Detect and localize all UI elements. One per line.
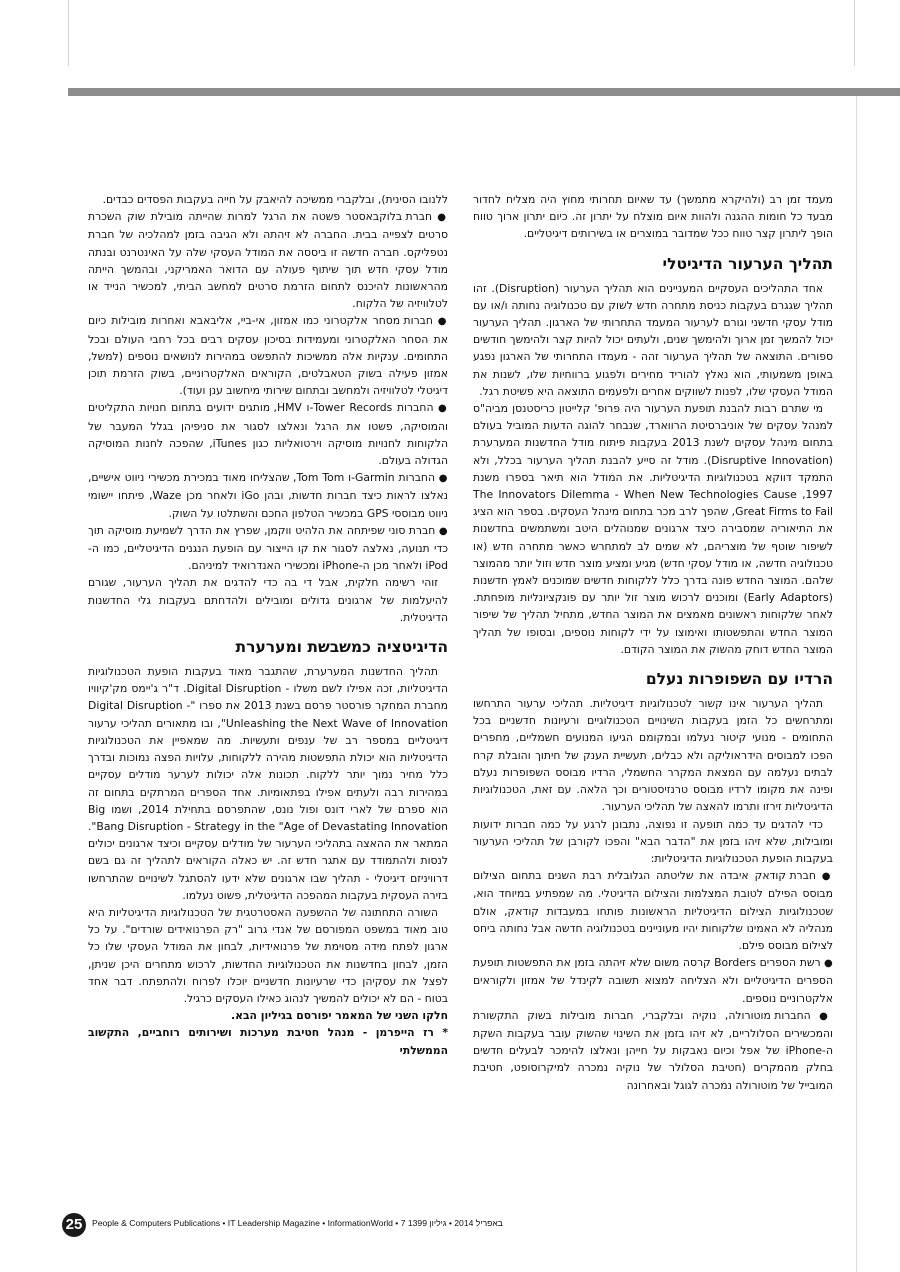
intro-paragraph: מעמד זמן רב (ולהיקרא מתמשך) עד שאיום תחרותי מחוץ היה מצליח לחדור מבעד כל חומות ההגנה ולהוות איום מוצלח על יתרון זה. כיום יתרון ארוך טווח הופך ליתרון קצר טווח ככל שמדובר במוצרים או בשירותים דיגיטליים. — [473, 193, 833, 241]
bullet-icon: ● — [435, 473, 448, 485]
left-column — [88, 191, 448, 1201]
header-rule — [68, 88, 900, 96]
page-frame-line — [68, 0, 69, 66]
bullet-text: חברות מסחר אלקטרוני כמו אמזון, אי-ביי, אליבאבא ואחרות מובילות כיום את הסחר האלקטרוני ומעמידות בסיכון עסקים רבים בכל רחבי העולם ובכל התחומים. ענקיות אלה ממשיכות להתפשט במהירות לנושאים נוספים (למשל, אמזון פעילה בשוק הטאבלטים, הקוראים האלקטרוניים, בשוק הזרמת תוכן דיגיטלי לטלוויזיה ולמחשב ובתחום שירותי מיחשוב ענן ועוד). — [88, 314, 448, 398]
page-footer — [62, 1213, 782, 1237]
section3-paragraph-1: תהליך החדשנות המערערת, שהתגבר מאוד בעקבות הופעת הטכנולוגיות הדיגיטליות, זכה אפילו לשם משלו - Digital Disruption. ד"ר ג'יימס מק'קיוויו מחברת המחקר פורסטר פרסם בשנת 2013 את ספרו "Digital Disruption - Unleashing the Next Wave of Innovation", ובו מתאורים תהליכי ערעור דיגיטליים במספר רב של ענפים ותעשיות. מה שמאפיין את הטכנולוגיות הדיגיטליות הוא יכולת התפשטות מהירה ללקוחות, עלויות הפצה נמוכות ובדרך כלל מחיר נמוך יותר ללקוח. תכונות אלה יכולות לערער מודלים עסקיים במהירות רבה ולעתים אפילו בפתאומיות. אחד הספרים המרתקים בתחום זה הוא ספרם של לארי דונס ופול נונס, שהתפרסם בתחילת 2014, ושמו Big Bang Disruption - Strategy in the "Age of Devastating Innovation". המתאר את ההאצה בתהליכי הערעור של מודלים עסקיים וכיצד ארגונים יכולים לנסות ולהתמודד עם אתגר חדש זה. יש כאלה הקוראים לתהליך זה גם בשם דרוויניזם דיגיטלי - תהליך שבו ארגונים שלא ידעו להסתגל לשינויים שהתרחשו בזירה העסקית בעקבות המהפכה הדיגיטלית, פשוט נעלמו. — [88, 665, 448, 902]
bullet-item — [473, 867, 833, 954]
bullet-text: חברת סוני שפיתחה את הלהיט ווקמן, שפרץ את הדרך לשמיעת מוסיקה תוך כדי תנועה, נאלצה לסגור את קו הייצור עם הופעת הנגנים הדיגיטליים, כמו ה-iPod ולאחר מכן ה-iPhone ומכשירי האנדרואיד למיניהם. — [88, 523, 448, 573]
section2-paragraph-2: כדי להדגים עד כמה תופעה זו נפוצה, נתבונן לרגע על כמה חברות ידועות ומובילות, שלא זיהו בזמן את "הדבר הבא" והפכו לקורבן של תהליכי הערעור בעקבות הופעת הטכנולוגיות הדיגיטליות: — [473, 817, 833, 865]
bullet-text: חברת בלוקבאסטר פשטה את הרגל למרות שהייתה מובילת שוק השכרת סרטים לצפייה בבית. החברה לא זיהתה ולא הגיבה בזמן למהלכיה של חברת נטפליקס. חברה חדשה זו ביססה את המודל העסקי שלה על האינטרנט ובנתה מודל עסקי חדש תוך שיתוף פעולה עם הדואר האמריקני, ובהמשך הייתה מהראשונות להיכנס לתחום הזרמת סרטים למחשב הביתי, למכשיר הנייד או לטלוויזיה של הלקוח. — [88, 210, 448, 311]
continuation-paragraph: ללנובו הסינית), ובלקברי ממשיכה להיאבק על חייה בעקבות הפסדים כבדים. — [102, 193, 448, 206]
bullet-icon: ● — [432, 212, 448, 224]
section1-paragraph-1: אחד התהליכים העסקיים המעניינים הוא תהליך הערעור (Disruption). זהו תהליך שגגרם בעקבות כניסת מתחרה חדש לשוק עם טכנולוגיה נחותה ו/או עם מודל עסקי חדשני וגורם לערעור המעמד התחרותי של הארגון. תהליך הערעור יכול להמשך זמן ארוך ולהימשך שנים, ולעתים יכול להיות קצר ולהימשך חודשים ספורים. התוצאה של תהליך הערעור זהה - מעמדו התחרותי של הארגון נפגע באופן משמעותי, הוא נאלץ להוריד מחירים ולפגוע ברווחיות שלו, לשנות את המודל העסקי שלו, לפנות לשווקים אחרים ולפעמים התוצאה היא פשיטת רגל. — [473, 281, 833, 398]
closing-paragraph: זוהי רשימה חלקית, אבל די בה כדי להדגים את תהליך הערעור, שגורם להיעלמות של ארגונים גדולים ומובילים ולהדחתם בעקבות גלי החדשנות הדיגיטלית. — [88, 576, 448, 624]
section-heading-digitization-disruptive: הדיגיטציה כמשבשת ומערערת — [235, 638, 448, 657]
bullet-icon: ● — [433, 403, 448, 415]
author-note: * רז הייפרמן - מנהל חטיבת מערכות ושירותים רוחביים, התקשוב הממשלתי — [88, 1026, 448, 1057]
bullet-item — [88, 399, 448, 469]
bullet-item — [88, 522, 448, 575]
right-column — [473, 191, 833, 1191]
bullet-text: החברות Garmin-ו Tom Tom, שהצליחו מאוד במכירת מכשירי ניווט אישיים, נאלצו לראות כיצד חברות חדשות, ובהן iGo ולאחר מכן Waze, פיתחו יישומי ניווט מבוססי GPS במכשיר הטלפון החכם והשתלטו על השוק. — [88, 471, 448, 520]
bullet-item — [473, 954, 833, 1007]
section2-paragraph-1: תהליך הערעור אינו קשור לטכנולוגיות דיגיטליות. תהליכי ערעור התרחשו ומתרחשים כל הזמן בעקבות השינויים הטכנולוגיים ורעיונות חדשניים בכל התחומים - מנועי קיטור נעלמו ובמקומם הגיעו המנועים חשמליים, מחפרים הפכו למבוסים הידראוליקה ולא כבלים, תעשיית הענק של חיתוך והובלת קרח לבתים נעלמה עם המצאת המקרר החשמלי, הרדיו מבוסס השפופרות נעלם ופינה את מקומו לרדיו מבוסס טרנזיסטורים וכך הלאה. עם זאת, הטכנולוגיות הדיגיטליות זירזו ותרמו להאצה של תהליכי הערעור. — [473, 697, 833, 814]
bullet-text: החברות מוטורולה, נוקיה ובלקברי, חברות מובילות בשוק התקשורת והמכשירים הסלולריים, לא זיהו בזמן את השינוי שהשוק עובר בעקבות השקת ה-iPhone של אפל וכיום נאבקות על חייהן ונאלצו להימכר לבעלים חדשים בחלק מהמקרים (חטיבת הסלולר של נוקיה נמכרה למיקרוסופט, חטיבת המובייל של מוטורולה נמכרה לגוגל ובאחרונה — [473, 1008, 833, 1092]
bullet-icon: ● — [435, 525, 448, 537]
bullet-icon: ● — [815, 871, 833, 883]
bullet-text: רשת הספרים Borders קרסה משום שלא זיהתה בזמן את התפשטות תופעת הספרים הדיגיטליים ולא הצליחה למצוא תשובה לקינדל של אמזון ולקוראים אלקטרוניים נוספים. — [473, 956, 833, 1005]
bullet-item — [473, 1007, 833, 1094]
bullet-item — [88, 469, 448, 522]
section3-paragraph-2: השורה התחתונה של ההשפעה האסטרטגית של הטכנולוגיות הדיגיטליות היא טוב מאוד במשפט המפורסם של אנדי גרוב "רק הפרנואידים שורדים". על כל ארגון לפתח מידה מסוימת של פרנואידיות, לבחון את המודל העסקי שלו כל הזמן, לבחון בחדשנות את הטכנולוגיות החדשות, לרכוש מתחרים היכן שניתן, לפצל את עסקיהן כדי שרעיונות חדשניים יוכלו לפרוח ולהתפתח. דבר אחד בטוח - הם לא יכולים להמשיך לנהוג כאילו העסקים כרגיל. — [88, 905, 448, 1005]
bullet-text: החברות Tower Records-ו HMV, מותגים ידועים בתחום חנויות התקליטים והמוסיקה, פשטו את הרגל ונאלצו לסגור את סניפיהן בגלל המעבר של הלקוחות לחנויות מוסיקה וירטואליות כגון iTunes, שהפכה לחנות המוסיקה הגדולה בעולם. — [88, 401, 448, 468]
page-edge-line — [856, 96, 857, 1272]
section-heading-digital-disruption-process: תהליך הערעור הדיגיטלי — [662, 254, 833, 273]
bullet-icon: ● — [820, 958, 833, 970]
section-heading-radio-tubes: הרדיו עם השפופרות נעלם — [645, 670, 833, 689]
bullet-item — [88, 208, 448, 312]
bullet-text: חברת קודאק איבדה את שליטתה הגלובלית רבת השנים בתחום הצילום מבוסס הפילם לטובת המצלמות והצילום הדיגיטלי. מה שמפתיע במיוחד הוא, שטכנולוגיות הצילום הדיגיטליות הראשונות פותחו במעבדות קודאק, אולם מנהליה לא האמינו שלקוחות יהיו מעוניינים בטכנולוגיה חדשה אבל נחותה ביחס לצילום מבוסס פילם. — [473, 869, 833, 952]
page-number: 25 — [62, 1213, 86, 1237]
footer-publication-line: People & Computers Publications • IT Leadership Magazine • InformationWorld • 7 באפריל 2014 • גיליון 1399 — [92, 1218, 503, 1228]
continued-note: חלקו השני של המאמר יפורסם בגיליון הבא. — [231, 1009, 448, 1023]
page-frame-line-right — [854, 0, 855, 66]
section1-paragraph-2: מי שתרם רבות להבנת תופעת הערעור היה פרופ' קלייטון כריסטנסן מביה"ס למנהל עסקים של אוניברסיטת הרווארד, שנבחר להוגה הדעות המוביל בעולם בתחום מינהל עסקים לשנת 2013 בעקבות פיתוח מודל החדשנות המערערת (Disruptive Innovation). מודל זה סייע להבנת תהליך הערעור בכלל, ולא התמקד דווקא בטכנולוגיות הדיגיטליות. את המודל הוא תיאר בספרו משנת 1997, The Innovators Dilemma - When New Technologies Cause Great Firms to Fail, שהפך לרב מכר בתחום מינהל העסקים. בספר הוא הציג את התיאוריה שמסבירה כיצד ארגונים שמנוהלים היטב ומשתמשים בחדשנות לשיפור שוטף של מוצריהם, לא שמים לב למתחרש כאשר מתחרה חדש (או טכנולוגיה חדשה, או מודל עסקי חדש) מגיע ומציע מוצר חדש וזול יותר מהמוצר שלהם. המוצר החדש פונה בדרך כלל ללקוחות חדשים שמוכנים לאמץ חדשנות (Early Adaptors) ומוכנים לרכוש מוצר זול יותר עם פונקציונליות מופחתת. לאחר שלקוחות ראשונים מאמצים את המוצר החדש, מתחיל תהליך של שיפור המוצר החדש והתפשטותו ואימוצו על ידי לקוחות נוספים, ובסופו של תהליך המוצר החדש דוחק מהשוק את המוצר הקודם. — [473, 402, 833, 656]
bullet-item — [88, 312, 448, 399]
bullet-icon: ● — [810, 1010, 833, 1022]
bullet-icon: ● — [432, 316, 448, 328]
